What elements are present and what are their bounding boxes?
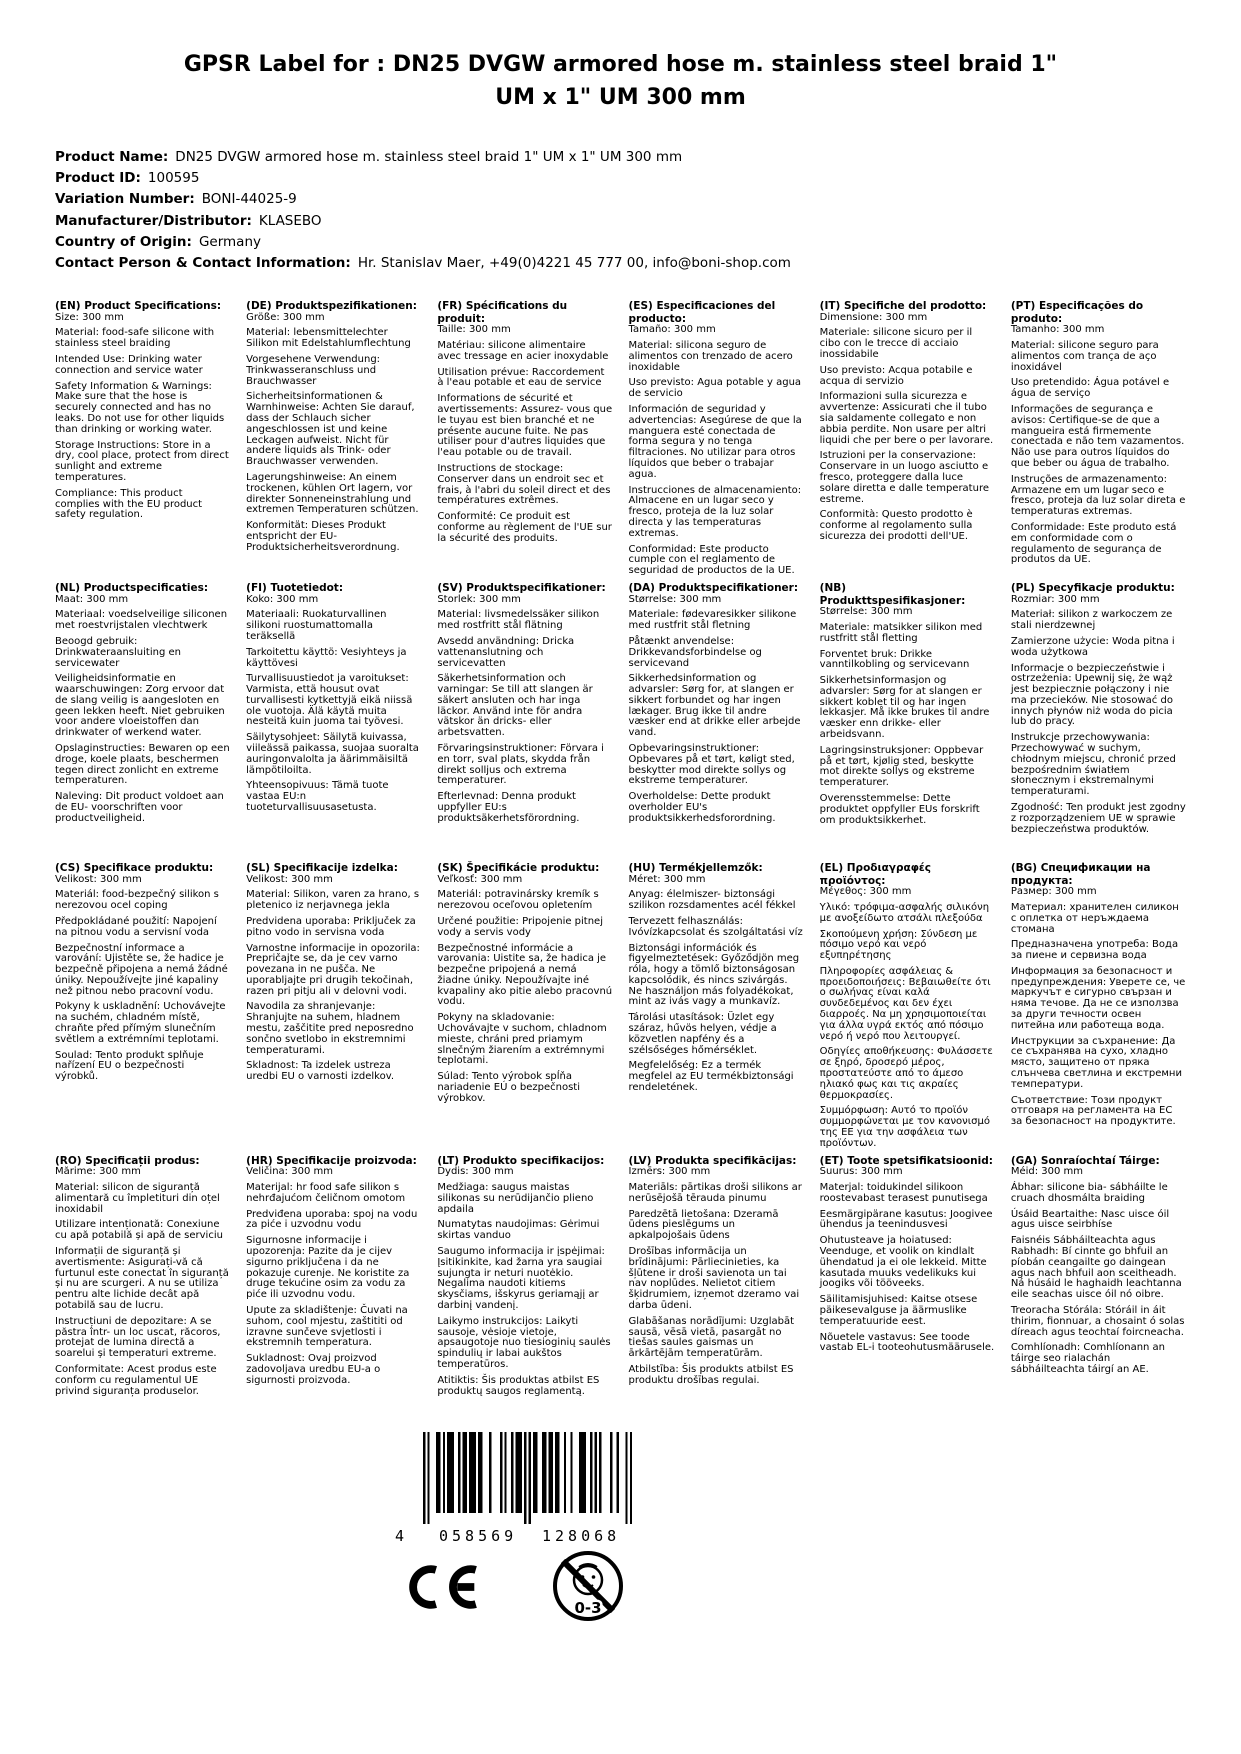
spec-paragraph: Σκοπούμενη χρήση: Σύνδεση με πόσιμο νερό και νερό εξυπηρέτησης <box>819 928 978 962</box>
spec-paragraph: Säkerhetsinformation och varningar: Se till att slangen är säkert ansluten och har inga läckor. Använd inte för andra vätskor än dricks- eller arbetsvatten. <box>437 673 593 739</box>
product-info-row <box>55 168 791 189</box>
spec-block-es <box>629 300 804 582</box>
spec-paragraph: Οδηγίες αποθήκευσης: Φυλάσσετε σε ξηρό, δροσερό μέρος, προστατεύστε από το άμεσο ηλιακό φως και τις ακραίες θερμοκρασίες. <box>819 1046 993 1101</box>
spec-block-title: (FI) Tuotetiedot: <box>246 581 344 594</box>
info-value: 100595 <box>147 170 200 187</box>
spec-block-ro <box>55 1155 230 1435</box>
spec-paragraph: Υλικό: τρόφιμα-ασφαλής σιλικόνη με ανοξείδωτο ατσάλι πλεξούδα <box>819 901 990 924</box>
spec-paragraph: Bezpečnostní informace a varování: Ujistěte se, že hadice je bezpečně připojena a nemá žádné úniky. Nepoužívejte jiné kapaliny než pitnou nebo pracovní vodu. <box>55 942 228 997</box>
spec-paragraph: Varnostne informacije in opozorila: Prepričajte se, da je cev varno povezana in ne pušča. Ne uporabljajte pri drugih tekočinah, razen pri pitju ali v delovni vodi. <box>246 942 420 997</box>
spec-paragraph: Safety Information & Warnings: Make sure that the hose is securely connected and has no leaks. Do not use for other liquids than drinking or working water. <box>55 380 225 435</box>
spec-paragraph: Comhlíonadh: Comhlíonann an táirge seo rialachán sábháilteachta táirgí an AE. <box>1010 1342 1166 1375</box>
spec-paragraph: Suurus: 300 mm <box>819 1166 903 1178</box>
spec-block-title: (HR) Specifikacije proizvoda: <box>246 1154 417 1167</box>
spec-block-title: (GA) Sonraíochtaí Táirge: <box>1010 1154 1160 1167</box>
spec-paragraph: Avsedd användning: Dricka vattenanslutning och servicevatten <box>437 635 575 669</box>
spec-paragraph: Zgodność: Ten produkt jest zgodny z rozporządzeniem UE w sprawie bezpieczeństwa produktów. <box>1010 802 1186 835</box>
spec-block-title: (CS) Specifikace produktu: <box>55 861 214 874</box>
spec-block-nb <box>820 582 995 862</box>
spec-paragraph: Pokyny na skladovanie: Uchovávajte v suchom, chladnom mieste, chráni pred priamym slnečným žiarením a extrémnymi teplotami. <box>437 1012 607 1067</box>
spec-paragraph: Materiał: silikon z warkoczem ze stali nierdzewnej <box>1010 609 1173 632</box>
spec-paragraph: Upute za skladištenje: Čuvati na suhom, cool mjestu, zaštititi od izravne sunčeve svjetlosti i ekstremnih temperatura. <box>246 1305 408 1349</box>
spec-paragraph: Informações de segurança e avisos: Certifique-se de que a mangueira está firmemente conectada e não tem vazamentos. Não use para outros líquidos do que beber ou água de trabalho. <box>1010 403 1185 469</box>
svg-text:0-3: 0-3 <box>574 1599 602 1617</box>
spec-block-nl <box>55 582 230 862</box>
page-title-line2: UM x 1" UM 300 mm <box>495 85 746 110</box>
product-info-row <box>55 211 791 232</box>
product-info-row <box>55 232 791 253</box>
spec-paragraph: Medžiaga: saugus maistas silikonas su nerūdijančio plieno apdaila <box>437 1182 594 1215</box>
spec-block-title: (ET) Toote spetsifikatsioonid: <box>819 1154 993 1167</box>
spec-block-title: (LT) Produkto specifikacijos: <box>437 1154 605 1167</box>
spec-paragraph: Tamaño: 300 mm <box>628 324 716 336</box>
info-label: Product Name: <box>55 149 169 165</box>
info-value: DN25 DVGW armored hose m. stainless steel braid 1" UM x 1" UM 300 mm <box>175 149 683 165</box>
spec-block-title: (RO) Specificații produs: <box>55 1154 200 1167</box>
spec-block-hr <box>246 1155 421 1435</box>
spec-block-de <box>246 300 421 582</box>
barcode-lead-digit: 4 <box>395 1527 409 1545</box>
spec-paragraph: Materiál: potravinársky kremík s nerezovou oceľovou opletením <box>437 889 599 912</box>
spec-paragraph: Istruzioni per la conservazione: Conservare in un luogo asciutto e fresco, proteggere dalla luce solare diretta e dalle temperature estreme. <box>819 450 989 505</box>
spec-block-title: (EN) Product Specifications: <box>55 300 222 312</box>
spec-paragraph: Instrukcje przechowywania: Przechowywać w suchym, chłodnym miejscu, chronić przed bezpośrednim światłem słonecznym i ekstremalnymi temperaturami. <box>1010 732 1176 798</box>
spec-paragraph: Størrelse: 300 mm <box>819 606 913 618</box>
spec-paragraph: Dimensione: 300 mm <box>819 311 928 323</box>
spec-paragraph: Uso previsto: Agua potable y agua de servicio <box>628 377 802 400</box>
spec-paragraph: Tervezett felhasználás: Ivóvízkapcsolat és szolgáltatási víz <box>628 915 803 938</box>
spec-paragraph: Materiale: silicone sicuro per il cibo con le trecce di acciaio inossidabile <box>819 327 973 360</box>
spec-paragraph: Yhteensopivuus: Tämä tuote vastaa EU:n tuoteturvallisuusasetusta. <box>246 780 389 814</box>
spec-paragraph: Sukladnost: Ovaj proizvod zadovoljava uredbu EU-a o sigurnosti proizvoda. <box>246 1353 381 1386</box>
spec-paragraph: Treoracha Stórála: Stóráil in áit thirim, fionnuar, a chosaint ó solas díreach agus teochtaí foircneacha. <box>1010 1305 1185 1338</box>
spec-paragraph: Matériau: silicone alimentaire avec tressage en acier inoxydable <box>437 339 609 362</box>
spec-paragraph: Material: silicona seguro de alimentos con trenzado de acero inoxidable <box>628 339 793 373</box>
spec-paragraph: Instruções de armazenamento: Armazene em um lugar seco e fresco, proteja da luz solar direta e temperaturas extremas. <box>1010 473 1186 518</box>
spec-paragraph: Velikost: 300 mm <box>55 873 142 885</box>
spec-block-pl <box>1011 582 1186 862</box>
spec-block-title: (PT) Especificações do produto: <box>1010 300 1144 325</box>
spec-paragraph: Konformität: Dieses Produkt entspricht der EU-Produktsicherheitsverordnung. <box>246 520 400 553</box>
spec-paragraph: Size: 300 mm <box>55 311 124 323</box>
spec-paragraph: Materiál: food-bezpečný silikon s nerezovou ocel coping <box>55 889 219 912</box>
spec-paragraph: Biztonsági információk és figyelmeztetések: Győződjön meg róla, hogy a tömlő biztonságosan kapcsolódik, és nincs szivárgás. Ne használjon más folyadékokat, mint az ivás vagy a munkavíz. <box>628 942 800 1008</box>
spec-paragraph: Material: livsmedelssäker silikon med rostfritt stål flätning <box>437 609 600 632</box>
product-info <box>55 147 791 274</box>
spec-paragraph: Méret: 300 mm <box>628 873 706 885</box>
spec-paragraph: Drošības informācija un brīdinājumi: Pārliecinieties, ka šļūtene ir droši savienota un tai nav noplūdes. Nelietot citiem šķidrumiem, izņemot dzeramo vai darba ūdeni. <box>628 1246 800 1311</box>
spec-block-da <box>629 582 804 862</box>
spec-paragraph: Tarkoitettu käyttö: Vesiyhteys ja käyttövesi <box>246 646 407 669</box>
spec-paragraph: Материал: хранителен силикон с оплетка от неръждаема стомана <box>1010 901 1179 935</box>
spec-paragraph: Veiligheidsinformatie en waarschuwingen: Zorg ervoor dat de slang veilig is aangesloten en geen lekken heeft. Niet gebruiken voor andere vloeistoffen dan drinkwater of werkend water. <box>55 673 225 739</box>
spec-paragraph: Instrucțiuni de depozitare: A se păstra într- un loc uscat, răcoros, protejat de lumina directă a soarelui și temperaturi extreme. <box>55 1315 221 1360</box>
spec-block-fr <box>437 300 612 582</box>
spec-block-et <box>820 1155 995 1435</box>
spec-paragraph: Størrelse: 300 mm <box>628 593 722 605</box>
product-info-row <box>55 147 791 168</box>
spec-paragraph: Conformidade: Este produto está em conformidade com o regulamento de segurança de produtos da UE. <box>1010 521 1177 566</box>
info-label: Country of Origin: <box>55 233 192 250</box>
spec-paragraph: Efterlevnad: Denna produkt uppfyller EU:s produktsäkerhetsförordning. <box>437 791 580 824</box>
spec-block-pt <box>1011 300 1186 582</box>
spec-block-title: (ES) Especificaciones del producto: <box>628 300 776 325</box>
spec-paragraph: Μέγεθος: 300 mm <box>819 886 912 898</box>
spec-block-title: (SL) Specifikacije izdelka: <box>246 861 398 874</box>
spec-paragraph: Predvidena uporaba: Priključek za pitno vodo in servisna voda <box>246 915 416 938</box>
spec-block-title: (DE) Produktspezifikationen: <box>246 300 417 312</box>
spec-paragraph: Sikkerhedsinformation og advarsler: Sørg for, at slangen er sikkert forbundet og har ingen lækager. Brug ikke til andre væsker end at drikke eller arbejde vand. <box>628 673 801 739</box>
spec-paragraph: Úsáid Beartaithe: Nasc uisce óil agus uisce seirbhíse <box>1010 1208 1170 1231</box>
spec-paragraph: Naleving: Dit product voldoet aan de EU- voorschriften voor productveiligheid. <box>55 791 224 824</box>
spec-paragraph: Materjal: toidukindel silikoon roostevabast terasest punutisega <box>819 1182 988 1204</box>
spec-paragraph: Zamierzone użycie: Woda pitna i woda użytkowa <box>1010 635 1175 658</box>
page-title-line1: GPSR Label for : DN25 DVGW armored hose m. stainless steel braid 1" <box>183 52 1058 77</box>
spec-paragraph: Méid: 300 mm <box>1010 1166 1084 1178</box>
spec-paragraph: Skladnost: Ta izdelek ustreza uredbi EU o varnosti izdelkov. <box>246 1060 395 1083</box>
spec-paragraph: Informazioni sulla sicurezza e avvertenze: Assicurati che il tubo sia saldamente collegato e non abbia perdite. Non usare per altri liquidi che per bere o per lavorare. <box>819 391 994 446</box>
spec-paragraph: Größe: 300 mm <box>246 311 325 323</box>
spec-paragraph: Инструкции за съхранение: Да се съхранява на сухо, хладно място, защитено от пряка слънчева светлина и екстремни температури. <box>1010 1035 1182 1090</box>
spec-paragraph: Rozmiar: 300 mm <box>1010 593 1100 605</box>
spec-paragraph: Overholdelse: Dette produkt overholder EU's produktsikkerhedsforordning. <box>628 791 776 824</box>
spec-paragraph: Sigurnosne informacije i upozorenja: Pazite da je cijev sigurno priključena i da ne pokazuje curenje. Ne koristite za druge tekućine osim za vodu za piće ili uzvodnu vodu. <box>246 1235 410 1301</box>
spec-paragraph: Eesmärgipärane kasutus: Joogivee ühendus ja teenindusvesi <box>819 1208 993 1231</box>
spec-paragraph: Lagerungshinweise: An einem trockenen, kühlen Ort lagern, vor direkter Sonneneinstrahlung und extremen Temperaturen schützen. <box>246 471 419 516</box>
age-warning-0-3-icon <box>549 1546 627 1630</box>
spec-paragraph: Lagringsinstruksjoner: Oppbevar på et tørt, kjølig sted, beskytte mot direkte sollys og ekstreme temperaturer. <box>819 744 984 789</box>
spec-paragraph: Instrucciones de almacenamiento: Almacene en un lugar seco y fresco, proteja de la luz solar directa y las temperaturas extremas. <box>628 484 802 539</box>
spec-block-lv <box>629 1155 804 1435</box>
spec-block-title: (SV) Produktspecifikationer: <box>437 581 606 594</box>
spec-paragraph: Sicherheitsinformationen & Warnhinweise: Achten Sie darauf, dass der Schlauch sicher angeschlossen ist und keine Leckagen aufweist. Nicht für andere liquids als Trink- oder Brauchwasser verwenden. <box>246 391 415 468</box>
spec-block-title: (FR) Spécifications du produit: <box>437 300 568 325</box>
spec-paragraph: Numatytas naudojimas: Gėrimui skirtas vanduo <box>437 1219 600 1242</box>
spec-block-title: (LV) Produkta specifikācijas: <box>628 1154 797 1167</box>
spec-paragraph: Utilizare intenționată: Conexiune cu apă potabilă și apă de serviciu <box>55 1219 223 1242</box>
spec-paragraph: Utilisation prévue: Raccordement à l'eau potable et eau de service <box>437 366 605 389</box>
spec-paragraph: Πληροφορίες ασφάλειας & προειδοποιήσεις: Βεβαιωθείτε ότι ο σωλήνας είναι καλά συνδεδεμένος και δεν έχει διαρροές. Να μη χρησιμοποιείται για άλλα υγρά εκτός από πόσιμο νερό ή νερό που λειτουργεί. <box>819 965 991 1042</box>
spec-paragraph: Materiaali: Ruokaturvallinen silikoni ruostumattomalla teräksellä <box>246 609 387 642</box>
barcode-group-1: 058569 <box>439 1527 518 1545</box>
spec-paragraph: Informații de siguranță și avertismente: Asigurați-vă că furtunul este conectat în siguranță și nu are scurgeri. A nu se utiliza pentru alte lichide decât apă potabilă sau de lucru. <box>55 1246 229 1311</box>
spec-paragraph: Conformità: Questo prodotto è conforme al regolamento sulla sicurezza dei prodotti dell'UE. <box>819 509 973 542</box>
spec-paragraph: Taille: 300 mm <box>437 324 511 336</box>
spec-paragraph: Informations de sécurité et avertissements: Assurez- vous que le tuyau est bien branché et ne présente aucune fuite. Ne pas utiliser pour d'autres liquides que l'eau potable ou de travail. <box>437 393 613 459</box>
spec-block-title: (BG) Спецификации на продукта: <box>1010 861 1151 887</box>
spec-paragraph: Информация за безопасност и предупреждения: Уверете се, че маркучът е сигурно свързан и няма течове. Да не се използва за други течности освен питейна или работеща вода. <box>1010 965 1186 1031</box>
spec-paragraph: Izmērs: 300 mm <box>628 1166 711 1178</box>
spec-paragraph: Conformidad: Este producto cumple con el reglamento de seguridad de productos de la UE. <box>628 543 795 577</box>
spec-paragraph: Съответствие: Този продукт отговаря на регламента на ЕС за безопасност на продуктите. <box>1010 1094 1176 1128</box>
spec-paragraph: Conformité: Ce produit est conforme au règlement de l'UE sur la sécurité des produits. <box>437 511 612 544</box>
info-label: Manufacturer/Distributor: <box>55 212 252 229</box>
spec-paragraph: Material: Silikon, varen za hrano, s pletenico iz nerjavnega jekla <box>246 889 420 912</box>
spec-block-title: (DA) Produktspecifikationer: <box>628 581 799 594</box>
page-title <box>0 48 1241 114</box>
spec-paragraph: Koko: 300 mm <box>246 593 319 605</box>
spec-paragraph: Pokyny k uskladnění: Uchovávejte na suchém, chladném místě, chraňte před přímým slunečním světlem a extrémními teplotami. <box>55 1001 226 1045</box>
spec-paragraph: Intended Use: Drinking water connection and service water <box>55 353 203 376</box>
spec-paragraph: Información de seguridad y advertencias: Asegúrese de que la manguera esté conectada de forma segura y no tenga filtraciones. No utilizar para otros líquidos que beber o trabajar agua. <box>628 403 802 480</box>
spec-block-ga <box>1011 1155 1186 1435</box>
spec-paragraph: Glabāšanas norādījumi: Uzglabāt sausā, vēsā vietā, pasargāt no tiešas saules gaismas un ārkārtējām temperatūrām. <box>628 1315 795 1360</box>
barcode-bars-icon <box>423 1432 633 1524</box>
spec-paragraph: Materiale: matsikker silikon med rustfritt stål fletting <box>819 621 983 644</box>
ean-barcode <box>393 1432 638 1552</box>
spec-paragraph: Atitiktis: Šis produktas atbilst ES produktų saugos reglamentą. <box>437 1374 600 1397</box>
spec-block-title: (SK) Špecifikácie produktu: <box>437 861 600 874</box>
spec-paragraph: Určené použitie: Pripojenie pitnej vody a servis vody <box>437 915 603 938</box>
spec-block-en <box>55 300 230 582</box>
spec-block-title: (HU) Termékjellemzők: <box>628 861 763 874</box>
info-value: Hr. Stanislav Maer, +49(0)4221 45 777 00, info@boni-shop.com <box>357 254 791 271</box>
spec-paragraph: Paredzētā lietošana: Dzeramā ūdens pieslēgums un apkalpojošais ūdens <box>628 1208 779 1242</box>
spec-paragraph: Vorgesehene Verwendung: Trinkwasseranschluss und Brauchwasser <box>246 353 381 387</box>
spec-paragraph: Instructions de stockage: Conserver dans un endroit sec et frais, à l'abri du soleil direct et des températures extrêmes. <box>437 462 611 507</box>
spec-block-title: (PL) Specyfikacje produktu: <box>1010 581 1175 594</box>
spec-paragraph: Maat: 300 mm <box>55 593 129 605</box>
spec-paragraph: Tamanho: 300 mm <box>1010 324 1105 336</box>
product-info-row <box>55 189 791 210</box>
spec-paragraph: Ábhar: silicone bia- sábháilte le cruach dhosmálta braiding <box>1010 1182 1168 1204</box>
spec-paragraph: Storlek: 300 mm <box>437 593 521 605</box>
spec-paragraph: Förvaringsinstruktioner: Förvara i en torr, sval plats, skydda från direkt solljus och extrema temperaturer. <box>437 743 604 787</box>
spec-paragraph: Velikost: 300 mm <box>246 873 333 885</box>
spec-paragraph: Materiaal: voedselveilige siliconen met roestvrijstalen vlechtwerk <box>55 609 228 632</box>
ce-mark-icon <box>406 1556 480 1622</box>
spec-paragraph: Megfelelőség: Ez a termék megfelel az EU termékbiztonsági rendeletének. <box>628 1060 794 1094</box>
spec-paragraph: Uso previsto: Acqua potabile e acqua di servizio <box>819 364 973 387</box>
spec-paragraph: Atbilstība: Šis produkts atbilst ES produktu drošības regulai. <box>628 1363 794 1386</box>
spec-paragraph: Sikkerhetsinformasjon og advarsler: Sørg for at slangen er sikkert koblet til og har ingen lekkasjer. Må ikke brukes til andre væsker enn drikke- eller arbeidsvann. <box>819 675 990 741</box>
spec-paragraph: Material: food-safe silicone with stainless steel braiding <box>55 327 215 350</box>
info-value: KLASEBO <box>258 212 322 229</box>
spec-block-hu <box>629 862 804 1155</box>
spec-paragraph: Säilytysohjeet: Säilytä kuivassa, viileässä paikassa, suojaa suoralta auringonvalolta ja äärimmäisiltä lämpötiloilta. <box>246 732 419 776</box>
spec-paragraph: Conformitate: Acest produs este conform cu regulamentul UE privind siguranța produselor. <box>55 1363 217 1397</box>
specifications-grid <box>55 300 1186 1435</box>
spec-paragraph: Beoogd gebruik: Drinkwateraansluiting en servicewater <box>55 635 181 669</box>
spec-paragraph: Navodila za shranjevanje: Shranjujte na suhem, hladnem mestu, zaščitite pred neposredno sončno svetlobo in ekstremnimi temperaturami. <box>246 1001 414 1056</box>
spec-block-title: (NL) Productspecificaties: <box>55 581 209 594</box>
spec-block-bg <box>1011 862 1186 1155</box>
spec-paragraph: Veličina: 300 mm <box>246 1166 333 1178</box>
barcode-group-2: 128068 <box>542 1527 621 1545</box>
info-label: Contact Person & Contact Information: <box>55 254 351 271</box>
spec-paragraph: Saugumo informacija ir įspėjimai: Įsitikinkite, kad žarna yra saugiai sujungta ir neturi nuotėkio. Negalima naudoti kitiems skysčiams, išskyrus geriamąjį ar darbinį vandenį. <box>437 1246 605 1311</box>
info-value: Germany <box>198 233 261 250</box>
spec-paragraph: Turvallisuustiedot ja varoitukset: Varmista, että housut ovat turvallisesti kytkettyjä eikä niissä ole vuotoja. Älä käytä muita nesteitä kuin juoma tai työvesi. <box>246 673 413 728</box>
spec-paragraph: Ohutusteave ja hoiatused: Veenduge, et voolik on kindlalt ühendatud ja ei ole lekkeid. Mitte kasutada muuks vedelikuks kui joogiks või tööveeks. <box>819 1235 987 1290</box>
spec-paragraph: Forventet bruk: Drikke vanntilkobling og servicevann <box>819 648 970 671</box>
spec-paragraph: Veľkosť: 300 mm <box>437 873 523 885</box>
info-label: Variation Number: <box>55 191 195 208</box>
product-info-row <box>55 253 791 274</box>
spec-block-sk <box>437 862 612 1155</box>
info-label: Product ID: <box>55 170 141 187</box>
spec-paragraph: Informacje o bezpieczeństwie i ostrzeżenia: Upewnij się, że wąż jest bezpiecznie połączony i nie ma przecieków. Nie stosować do innych płynów niż woda do picia lub do pracy. <box>1010 662 1173 728</box>
spec-paragraph: Material: lebensmittelechter Silikon mit Edelstahlumflechtung <box>246 327 411 350</box>
spec-block-fi <box>246 582 421 862</box>
spec-paragraph: Mărime: 300 mm <box>55 1166 141 1178</box>
spec-paragraph: Предназначена употреба: Вода за пиене и сервизна вода <box>1010 939 1179 962</box>
spec-paragraph: Faisnéis Sábháilteachta agus Rabhadh: Bí cinnte go bhfuil an píobán ceangailte go daingean agus nach bhfuil aon sceitheadh. Ná húsáid le haghaidh leachtanna eile seachas uisce óil nó oibre. <box>1010 1235 1182 1301</box>
spec-paragraph: Påtænkt anvendelse: Drikkevandsforbindelse og servicevand <box>628 635 762 669</box>
spec-block-title: (NB) Produkttspesifikasjoner: <box>819 581 966 607</box>
spec-block-title: (IT) Specifiche del prodotto: <box>819 300 987 312</box>
spec-paragraph: Laikymo instrukcijos: Laikyti sausoje, vėsioje vietoje, apsaugotoje nuo tiesioginių saulės spindulių ir labai aukštos temperatūros. <box>437 1315 611 1370</box>
spec-block-title: (EL) Προδιαγραφές προϊόντος: <box>819 861 931 887</box>
spec-paragraph: Materiāls: pārtikas droši silikons ar nerūsējošā tērauda pinumu <box>628 1182 802 1204</box>
spec-paragraph: Tárolási utasítások: Üzlet egy száraz, hűvös helyen, védje a közvetlen napfény és a szélsőséges hőmérséklet. <box>628 1012 777 1056</box>
spec-paragraph: Compliance: This product complies with the EU product safety regulation. <box>55 487 203 521</box>
spec-block-sl <box>246 862 421 1155</box>
spec-paragraph: Размер: 300 mm <box>1010 886 1097 898</box>
spec-paragraph: Anyag: élelmiszer- biztonsági szilikon rozsdamentes acél fékkel <box>628 889 796 912</box>
spec-block-el <box>820 862 995 1155</box>
spec-paragraph: Bezpečnostné informácie a varovania: Uistite sa, že hadica je bezpečne pripojená a nemá žiadne úniky. Nepoužívajte iné kvapaliny ako pitie alebo pracovnú vodu. <box>437 942 613 1008</box>
info-value: BONI-44025-9 <box>201 191 297 208</box>
spec-paragraph: Soulad: Tento produkt splňuje nařízení EU o bezpečnosti výrobků. <box>55 1049 204 1083</box>
spec-paragraph: Material: silicon de siguranță alimentară cu împletituri din oțel inoxidabil <box>55 1182 220 1215</box>
spec-block-sv <box>437 582 612 862</box>
spec-paragraph: Uso pretendido: Água potável e água de serviço <box>1010 377 1170 400</box>
spec-paragraph: Předpokládané použití: Napojení na pitnou vodu a servisní voda <box>55 915 217 938</box>
spec-paragraph: Súlad: Tento výrobok spĺňa nariadenie EÚ o bezpečnosti výrobkov. <box>437 1071 580 1104</box>
spec-paragraph: Materiale: fødevaresikker silikone med rustfrit stål fletning <box>628 609 797 632</box>
spec-block-lt <box>437 1155 612 1435</box>
spec-block-cs <box>55 862 230 1155</box>
spec-paragraph: Predviđena uporaba: spoj na vodu za piće i uzvodnu vodu <box>246 1208 418 1231</box>
spec-paragraph: Συμμόρφωση: Αυτό το προϊόν συμμορφώνεται με τον κανονισμό της ΕΕ για την ασφάλεια των προϊόντων. <box>819 1105 990 1149</box>
spec-paragraph: Materijal: hr food safe silikon s nehrđajućom čeličnom omotom <box>246 1182 406 1204</box>
spec-paragraph: Nõuetele vastavus: See toode vastab EL-i tooteohutusmäärusele. <box>819 1331 995 1354</box>
spec-paragraph: Säilitamisjuhised: Kaitse otsese päikesevalguse ja äärmuslike temperatuuride eest. <box>819 1294 978 1327</box>
spec-paragraph: Storage Instructions: Store in a dry, cool place, protect from direct sunlight and extreme temperatures. <box>55 439 229 483</box>
spec-paragraph: Overensstemmelse: Dette produktet oppfyller EUs forskrift om produktsikkerhet. <box>819 793 980 826</box>
spec-paragraph: Dydis: 300 mm <box>437 1166 514 1178</box>
spec-paragraph: Material: silicone seguro para alimentos com trança de aço inoxidável <box>1010 339 1159 373</box>
spec-paragraph: Opslaginstructies: Bewaren op een droge, koele plaats, beschermen tegen direct zonlicht en extreme temperaturen. <box>55 743 230 787</box>
spec-paragraph: Opbevaringsinstruktioner: Opbevares på et tørt, køligt sted, beskytter mod direkte sollys og ekstreme temperaturer. <box>628 743 795 787</box>
spec-block-it <box>820 300 995 582</box>
